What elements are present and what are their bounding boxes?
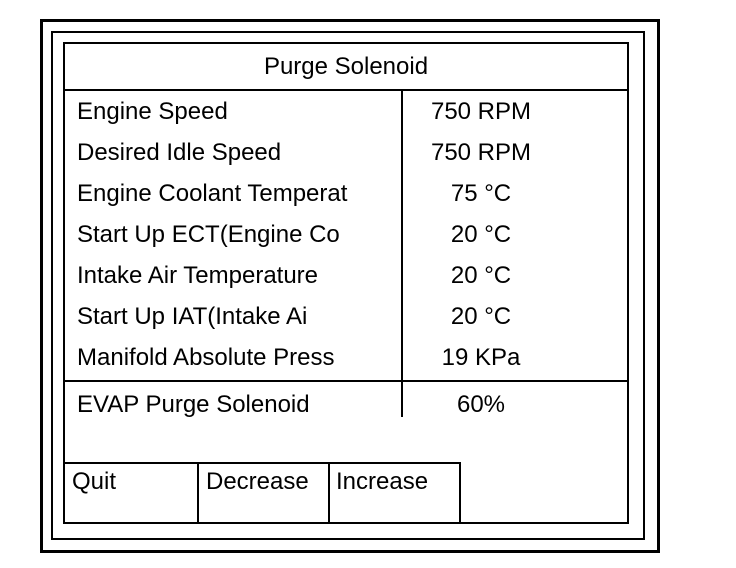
control-value: 60% <box>456 391 506 418</box>
parameter-value: 20 °C <box>450 262 512 289</box>
parameter-value: 20 °C <box>450 303 512 330</box>
data-row-startup-iat <box>65 296 627 337</box>
data-row-intake-air-temperature <box>65 255 627 296</box>
parameter-value: 750 RPM <box>430 139 532 166</box>
control-name: EVAP Purge Solenoid <box>77 391 310 418</box>
control-separator <box>65 380 627 382</box>
parameter-name: Desired Idle Speed <box>77 139 282 166</box>
parameter-value: 75 °C <box>450 180 512 207</box>
decrease-button[interactable]: Decrease <box>199 462 330 522</box>
quit-button[interactable]: Quit <box>65 462 199 522</box>
screen-title: Purge Solenoid <box>65 44 627 91</box>
control-row-evap-purge-solenoid <box>65 384 627 425</box>
parameter-name: Intake Air Temperature <box>77 262 319 289</box>
data-row-engine-speed <box>65 91 627 132</box>
increase-button[interactable]: Increase <box>330 462 461 522</box>
data-row-manifold-absolute-pressure <box>65 337 627 378</box>
softkey-bar <box>65 462 461 522</box>
parameter-name: Start Up ECT(Engine Co <box>77 221 340 248</box>
data-row-engine-coolant-temperature <box>65 173 627 214</box>
parameter-value: 20 °C <box>450 221 512 248</box>
parameter-name: Engine Coolant Temperat <box>77 180 348 207</box>
parameter-value: 19 KPa <box>441 344 521 371</box>
parameter-value: 750 RPM <box>430 98 532 125</box>
parameter-name: Engine Speed <box>77 98 228 125</box>
parameter-name: Start Up IAT(Intake Ai <box>77 303 308 330</box>
parameter-name: Manifold Absolute Press <box>77 344 335 371</box>
data-row-startup-ect <box>65 214 627 255</box>
scan-tool-screen <box>63 42 629 524</box>
data-row-desired-idle-speed <box>65 132 627 173</box>
